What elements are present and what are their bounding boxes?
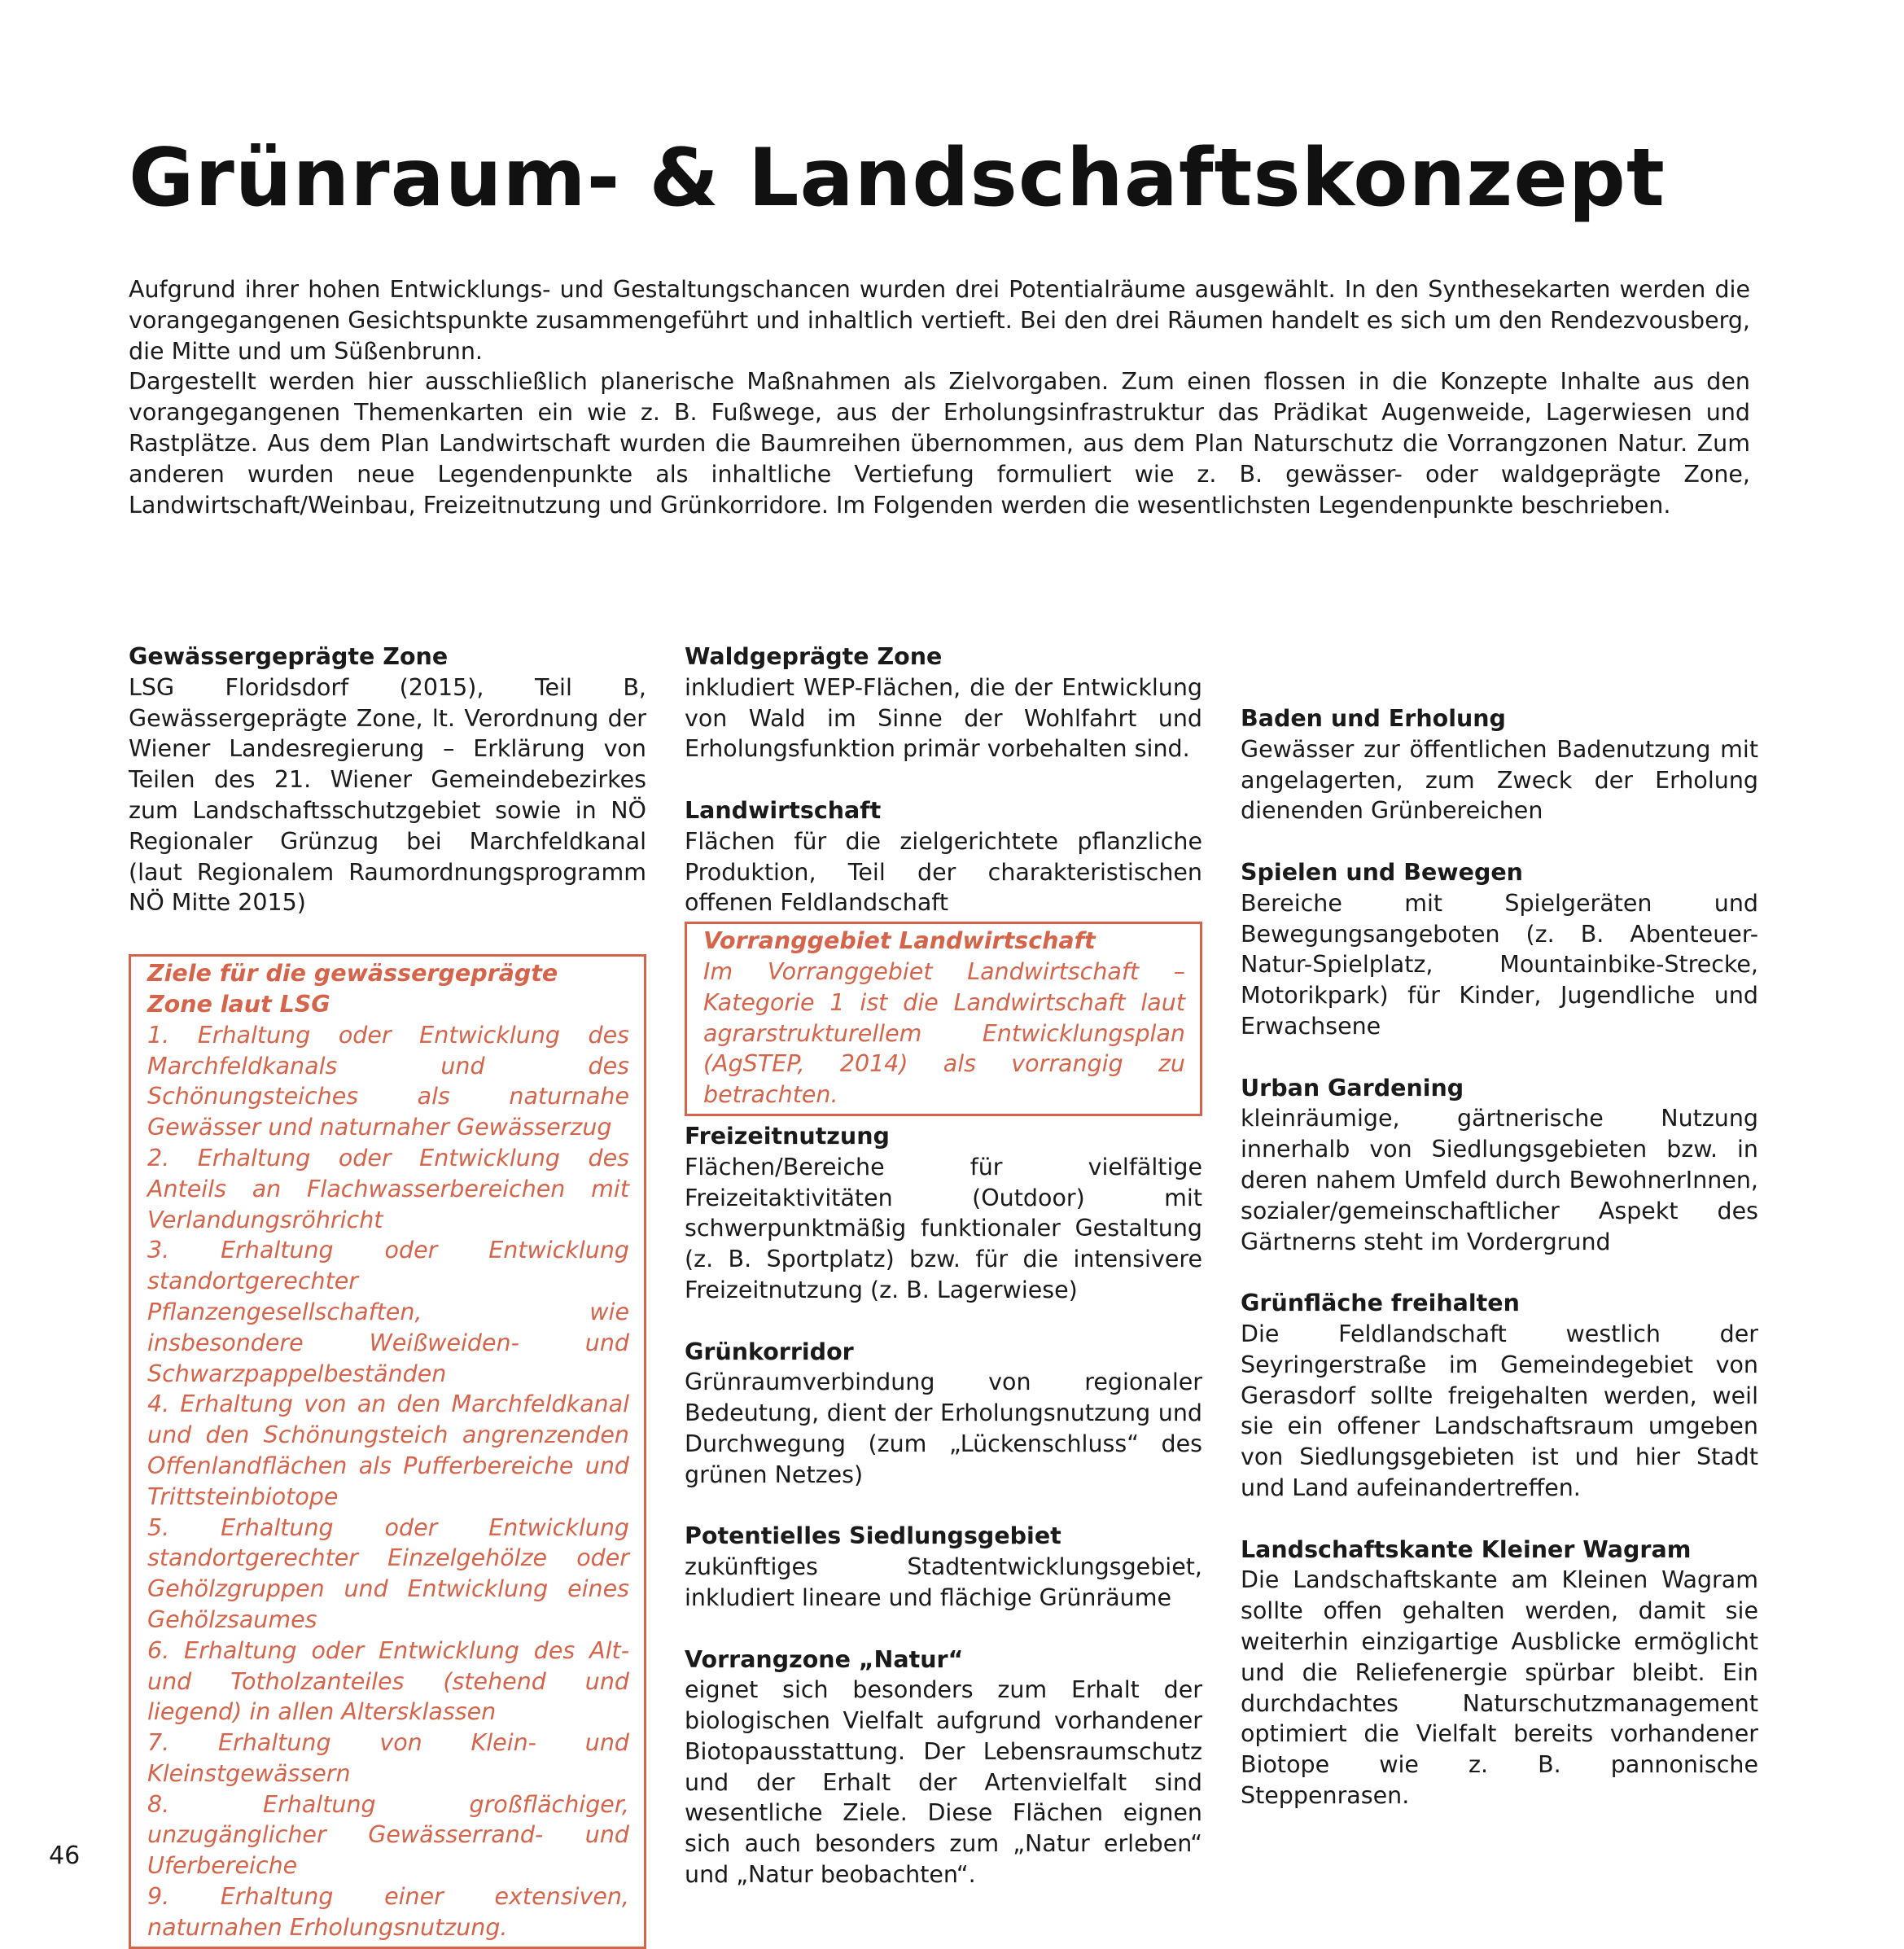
goal-item: 2. Erhaltung oder Entwicklung des Anteils an Flachwasserbereichen mit Verlandungsröhricht bbox=[147, 1144, 629, 1233]
section-gruenflaeche-freihalten bbox=[1241, 1288, 1758, 1504]
section-landschaftskante bbox=[1241, 1535, 1758, 1811]
section-text: Die Landschaftskante am Kleinen Wagram sollte offen gehalten werden, damit sie weiterhin einzigartige Ausblicke ermöglicht und die Reliefenergie spürbar bleibt. Ein durchdachtes Naturschutzmanagement optimiert die Vielfalt bereits vorhandener Biotope wie z. B. pannonische Steppenrasen. bbox=[1241, 1566, 1758, 1809]
column-2 bbox=[685, 642, 1202, 1921]
goal-item: 1. Erhaltung oder Entwicklung des Marchfeldkanals und des Schönungsteiches als naturnahe Gewässer und naturnaher Gewässerzug bbox=[147, 1021, 629, 1141]
intro-paragraph-1: Aufgrund ihrer hohen Entwicklungs- und Gestaltungschancen wurden drei Potentialräume ausgewählt. In den Synthesekarten werden die vorangegangenen Gesichtspunkte zusammengeführt und inhaltlich vertieft. Bei den drei Räumen handelt es sich um den Rendezvousberg, die Mitte und um Süßenbrunn. bbox=[129, 276, 1750, 365]
section-baden-und-erholung bbox=[1241, 703, 1758, 826]
section-heading: Grünfläche freihalten bbox=[1241, 1290, 1520, 1317]
section-heading: Grünkorridor bbox=[685, 1338, 854, 1365]
section-heading: Waldgeprägte Zone bbox=[685, 643, 943, 670]
intro-text bbox=[129, 274, 1750, 520]
section-heading: Landwirtschaft bbox=[685, 796, 882, 824]
section-text: kleinräumige, gärtnerische Nutzung innerhalb von Siedlungsgebieten bzw. in deren nahem Umfeld durch BewohnerInnen, sozialer/gemeinschaftlicher Aspekt des Gärtnerns steht im Vordergrund bbox=[1241, 1105, 1758, 1255]
goal-item: 4. Erhaltung von an den Marchfeldkanal und den Schönungsteich angrenzenden Offenlandflächen als Pufferbereiche und Trittsteinbiotope bbox=[147, 1391, 629, 1510]
goals-box-lsg bbox=[129, 954, 646, 1949]
section-freizeitnutzung bbox=[685, 1121, 1202, 1306]
section-gewaessergepraegte-zone bbox=[129, 642, 646, 918]
box-text: Im Vorranggebiet Landwirtschaft – Kategorie 1 ist die Landwirtschaft laut agrarstrukturellem Entwicklungsplan (AgSTEP, 2014) als vorrangig zu betrachten. bbox=[703, 957, 1185, 1109]
section-text: Gewässer zur öffentlichen Badenutzung mit angelagerten, zum Zweck der Erholung dienenden Grünbereichen bbox=[1241, 735, 1758, 825]
section-spielen-und-bewegen bbox=[1241, 857, 1758, 1042]
section-heading: Baden und Erholung bbox=[1241, 705, 1506, 732]
section-heading: Gewässergeprägte Zone bbox=[129, 643, 449, 670]
section-heading: Landschaftskante Kleiner Wagram bbox=[1241, 1535, 1692, 1563]
goal-item: 8. Erhaltung großflächiger, unzugänglicher Gewässerrand- und Uferbereiche bbox=[147, 1790, 629, 1880]
section-gruenkorridor bbox=[685, 1337, 1202, 1491]
section-heading: Potentielles Siedlungsgebiet bbox=[685, 1522, 1061, 1550]
column-1 bbox=[129, 642, 646, 1949]
section-text: eignet sich besonders zum Erhalt der biologischen Vielfalt aufgrund vorhandener Biotopausstattung. Der Lebensraumschutz und der Erhalt der Artenvielfalt sind wesentliche Ziele. Diese Flächen eignen sich auch besonders zum „Natur erleben“ und „Natur beobachten“. bbox=[685, 1676, 1202, 1889]
section-urban-gardening bbox=[1241, 1073, 1758, 1258]
goal-item: 5. Erhaltung oder Entwicklung standortgerechter Einzelgehölze oder Gehölzgruppen und Entwicklung eines Gehölzsaumes bbox=[147, 1513, 629, 1633]
section-potentielles-siedlungsgebiet bbox=[685, 1521, 1202, 1613]
intro-paragraph-2: Dargestellt werden hier ausschließlich planerische Maßnahmen als Zielvorgaben. Zum einen flossen in die Konzepte Inhalte aus den vorangegangenen Themenkarten ein wie z. B. Fußwege, aus der Erholungsinfrastruktur das Prädikat Augenweide, Lagerwiesen und Rastplätze. Aus dem Plan Landwirtschaft wurden die Baumreihen übernommen, aus dem Plan Naturschutz die Vorrangzonen Natur. Zum anderen wurden neue Legendenpunkte als inhaltliche Vertiefung formuliert wie z. B. gewässer- oder waldgeprägte Zone, Landwirtschaft/Weinbau, Freizeitnutzung und Grünkorridore. Im Folgenden werden die wesentlichsten Legendenpunkte beschrieben. bbox=[129, 368, 1750, 519]
vorranggebiet-landwirtschaft-box bbox=[685, 922, 1202, 1116]
section-vorrangzone-natur bbox=[685, 1645, 1202, 1890]
section-heading: Freizeitnutzung bbox=[685, 1122, 890, 1150]
section-text: Bereiche mit Spielgeräten und Bewegungsangeboten (z. B. Abenteuer-Natur-Spielplatz, Mountainbike-Strecke, Motorikpark) für Kinder, Jugendliche und Erwachsene bbox=[1241, 889, 1758, 1040]
column-3 bbox=[1241, 703, 1758, 1842]
page-title: Grünraum- & Landschaftskonzept bbox=[129, 132, 1665, 225]
section-landwirtschaft bbox=[685, 795, 1202, 918]
goals-box-heading: Ziele für die gewässergeprägte Zone laut LSG bbox=[147, 960, 558, 1018]
goal-item: 9. Erhaltung einer extensiven, naturnahen Erholungsnutzung. bbox=[147, 1883, 629, 1941]
section-heading: Urban Gardening bbox=[1241, 1074, 1464, 1102]
section-text: Flächen/Bereiche für vielfältige Freizeitaktivitäten (Outdoor) mit schwerpunktmäßig funktionaler Gestaltung (z. B. Sportplatz) bzw. für die intensivere Freizeitnutzung (z. B. Lagerwiese) bbox=[685, 1153, 1202, 1303]
page-number: 46 bbox=[49, 1842, 81, 1870]
goal-item: 6. Erhaltung oder Entwicklung des Alt- und Totholzanteiles (stehend und liegend) in allen Altersklassen bbox=[147, 1636, 629, 1726]
section-waldgepraegte-zone bbox=[685, 642, 1202, 764]
section-text: LSG Floridsdorf (2015), Teil B, Gewässergeprägte Zone, lt. Verordnung der Wiener Landesregierung – Erklärung von Teilen des 21. Wiener Gemeindebezirkes zum Landschaftsschutzgebiet sowie in NÖ Regionaler Grünzug bei Marchfeldkanal (laut Regionalem Raumordnungsprogramm NÖ Mitte 2015) bbox=[129, 673, 646, 917]
section-text: Flächen für die zielgerichtete pflanzliche Produktion, Teil der charakteristischen offenen Feldlandschaft bbox=[685, 827, 1202, 917]
section-heading: Spielen und Bewegen bbox=[1241, 858, 1523, 886]
section-text: Grünraumverbindung von regionaler Bedeutung, dient der Erholungsnutzung und Durchwegung (zum „Lückenschluss“ des grünen Netzes) bbox=[685, 1369, 1202, 1488]
section-text: Die Feldlandschaft westlich der Seyringerstraße im Gemeindegebiet von Gerasdorf sollte freigehalten werden, weil sie ein offener Landschaftsraum umgeben von Siedlungsgebieten ist und hier Stadt und Land aufeinandertreffen. bbox=[1241, 1320, 1758, 1501]
section-text: zukünftiges Stadtentwicklungsgebiet, inkludiert lineare und flächige Grünräume bbox=[685, 1553, 1202, 1611]
box-heading: Vorranggebiet Landwirtschaft bbox=[703, 927, 1096, 955]
goal-item: 7. Erhaltung von Klein- und Kleinstgewässern bbox=[147, 1729, 629, 1787]
section-heading: Vorrangzone „Natur“ bbox=[685, 1645, 964, 1673]
section-text: inkludiert WEP-Flächen, die der Entwicklung von Wald im Sinne der Wohlfahrt und Erholungsfunktion primär vorbehalten sind. bbox=[685, 673, 1202, 763]
goal-item: 3. Erhaltung oder Entwicklung standortgerechter Pflanzengesellschaften, wie insbesondere Weißweiden- und Schwarzpappelbeständen bbox=[147, 1237, 629, 1387]
